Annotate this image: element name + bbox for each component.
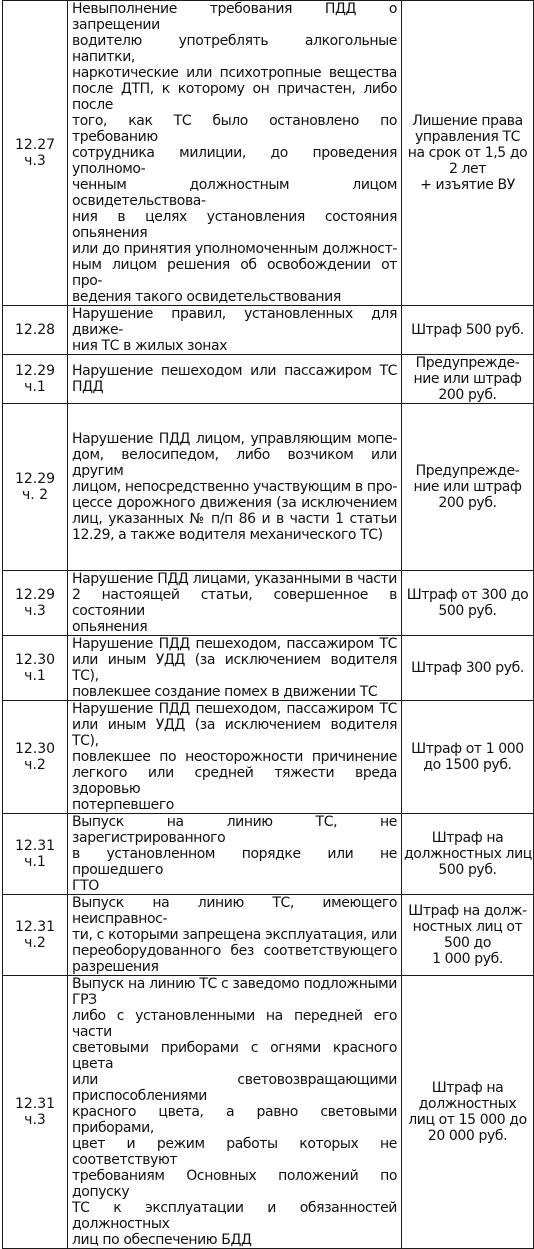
description-line: Выпуск на линию ТС, не зарегистрированного [72, 814, 397, 846]
article-part: ч.1 [24, 668, 46, 684]
article-part: ч.3 [24, 603, 46, 619]
article-number: 12.31 [14, 1096, 56, 1112]
table-row [3, 701, 534, 814]
penalty-line: ние или штраф [413, 479, 522, 495]
description-line: повлекшее создание помех в движении ТС [72, 684, 378, 700]
description-line: Нарушение пешеходом или пассажиром ТС [72, 363, 397, 379]
article-number: 12.31 [14, 838, 56, 854]
article-cell [3, 404, 68, 571]
penalty-line: Штраф на [431, 830, 504, 846]
table-row [3, 404, 534, 571]
description-line: 2 настоящей статьи, совершенное в состоянии [72, 587, 397, 619]
description-line: того, как ТС было остановлено по требованию [72, 113, 397, 145]
penalty-line: на срок от 1,5 до [407, 145, 528, 161]
description-line: дом, велосипедом, либо возчиком или другим [72, 447, 397, 479]
article-number: 12.31 [14, 919, 56, 935]
violation-description [68, 306, 402, 355]
violation-description [68, 404, 402, 571]
description-line: требованиям Основных положений по допуску [72, 1168, 397, 1200]
description-line: ния в целях установления состояния опьянения [72, 209, 397, 241]
description-line: сотрудника милиции, до проведения уполномо- [72, 145, 397, 177]
table-row [3, 1, 534, 306]
description-line: ченным должностным лицом освидетельствова- [72, 177, 397, 209]
penalty-line: управления ТС [415, 129, 520, 145]
description-line: 12.29, а также водителя механического ТС) [72, 527, 383, 543]
penalty-cell [402, 355, 534, 404]
article-part: ч.1 [24, 854, 46, 870]
description-line: или световозвращающими приспособлениями [72, 1072, 397, 1104]
penalty-cell [402, 895, 534, 976]
description-line: ным лицом решения об освобождении от про- [72, 257, 397, 289]
article-cell [3, 701, 68, 814]
article-part: ч.3 [24, 153, 46, 169]
penalty-cell [402, 1, 534, 306]
penalty-cell [402, 571, 534, 636]
table-row [3, 306, 534, 355]
description-line: Выпуск на линию ТС с заведомо подложными ГРЗ [72, 976, 397, 1008]
penalty-line: ностных лиц от [412, 919, 523, 935]
description-line: наркотические или психотропные вещества [72, 65, 397, 81]
description-line: Нарушение ПДД пешеходом, пассажиром ТС [72, 636, 397, 652]
description-line: переоборудованного без соответствующего [72, 943, 397, 959]
description-line: водителю употреблять алкогольные напитки, [72, 33, 397, 65]
article-number: 12.30 [14, 652, 56, 668]
description-line: лиц, указанных № п/п 86 и в части 1 статьи [72, 511, 397, 527]
traffic-violations-table [2, 0, 534, 1249]
penalty-line: Штраф от 300 до [406, 587, 529, 603]
description-line: ПДД [72, 379, 104, 395]
violation-description [68, 976, 402, 1249]
penalty-line: Предупрежде- [415, 463, 520, 479]
penalty-line: Штраф на [431, 1080, 504, 1096]
article-cell [3, 636, 68, 701]
penalty-line: лиц от 15 000 до [408, 1112, 527, 1128]
description-line: ТС к эксплуатации и обязанностей должностных [72, 1200, 397, 1232]
table-row [3, 976, 534, 1249]
article-cell [3, 895, 68, 976]
article-number: 12.29 [14, 471, 56, 487]
description-line: ведения такого освидетельствования [72, 289, 341, 305]
description-line: или до принятия уполномоченным должност- [72, 241, 397, 257]
description-line: Нарушение ПДД пешеходом, пассажиром ТС [72, 701, 397, 717]
penalty-line: до 1500 руб. [423, 757, 512, 773]
description-line: потерпевшего [72, 797, 174, 813]
description-line: разрешения [72, 959, 159, 975]
penalty-line: Штраф от 1 000 [411, 741, 524, 757]
penalty-cell [402, 306, 534, 355]
penalty-line: Штраф 300 руб. [411, 660, 524, 676]
description-line: ния ТС в жилых зонах [72, 338, 228, 354]
table-row [3, 636, 534, 701]
article-number: 12.30 [14, 741, 56, 757]
table-row [3, 355, 534, 404]
description-line: после ДТП, к которому он причастен, либо после [72, 81, 397, 113]
table-row [3, 895, 534, 976]
penalty-line: 2 лет [448, 161, 487, 177]
violation-description [68, 814, 402, 895]
article-part: ч. 2 [21, 487, 49, 503]
table-row [3, 571, 534, 636]
article-cell [3, 355, 68, 404]
description-line: ГТО [72, 878, 99, 894]
article-part: ч.2 [24, 935, 46, 951]
penalty-line: 500 руб. [438, 603, 497, 619]
description-line: легкого или средней тяжести вреда здоровью [72, 765, 397, 797]
penalty-cell [402, 701, 534, 814]
description-line: или иным УДД (за исключением водителя ТС), [72, 652, 397, 684]
penalty-line: 1 000 руб. [432, 951, 503, 967]
table-body [3, 1, 534, 1249]
penalty-line: 200 руб. [438, 495, 497, 511]
article-number: 12.28 [14, 322, 56, 338]
penalty-line: Лишение права [412, 113, 523, 129]
penalty-line: 500 до [443, 935, 492, 951]
article-part: ч.3 [24, 1112, 46, 1128]
description-line: опьянения [72, 619, 148, 635]
violation-description [68, 571, 402, 636]
penalty-line: Штраф 500 руб. [411, 322, 524, 338]
violation-description [68, 895, 402, 976]
description-line: лиц по обеспечению БДД [72, 1232, 252, 1248]
description-line: либо с установленными на передней его части [72, 1008, 397, 1040]
description-line: повлекшее по неосторожности причинение [72, 749, 397, 765]
article-cell [3, 571, 68, 636]
article-cell [3, 814, 68, 895]
article-number: 12.29 [14, 587, 56, 603]
description-line: Выпуск на линию ТС, имеющего неисправнос- [72, 895, 397, 927]
description-line: Нарушение ПДД лицом, управляющим мопе- [72, 431, 397, 447]
penalty-line: 200 руб. [438, 387, 497, 403]
penalty-cell [402, 976, 534, 1249]
penalty-line: 500 руб. [438, 862, 497, 878]
description-line: лицом, непосредственно участвующим в про- [72, 479, 397, 495]
description-line: цессе дорожного движения (за исключением [72, 495, 397, 511]
table-row [3, 814, 534, 895]
penalty-cell [402, 636, 534, 701]
article-cell [3, 1, 68, 306]
penalty-cell [402, 814, 534, 895]
description-line: Нарушение ПДД лицами, указанными в части [72, 571, 397, 587]
violation-description [68, 701, 402, 814]
description-line: красного цвета, а равно световыми приборами, [72, 1104, 397, 1136]
article-part: ч.2 [24, 757, 46, 773]
description-line: Нарушение правил, установленных для движе- [72, 306, 397, 338]
penalty-line: + изъятие ВУ [420, 177, 515, 193]
violation-description [68, 355, 402, 404]
violation-description [68, 1, 402, 306]
penalty-line: Штраф на долж- [408, 903, 527, 919]
description-line: ти, с которыми запрещена эксплуатация, или [72, 927, 397, 943]
penalty-line: должностных [418, 1096, 517, 1112]
article-cell [3, 976, 68, 1249]
penalty-line: Предупрежде- [415, 355, 520, 371]
description-line: в установленном порядке или не прошедшего [72, 846, 397, 878]
description-line: световыми приборами с огнями красного цвета [72, 1040, 397, 1072]
article-part: ч.1 [24, 379, 46, 395]
violation-description [68, 636, 402, 701]
article-cell [3, 306, 68, 355]
article-number: 12.27 [14, 137, 56, 153]
article-number: 12.29 [14, 363, 56, 379]
penalty-cell [402, 404, 534, 571]
description-line: или иным УДД (за исключением водителя ТС), [72, 717, 397, 749]
description-line: Невыполнение требования ПДД о запрещении [72, 1, 397, 33]
penalty-line: должностных лиц [404, 846, 532, 862]
penalty-line: 20 000 руб. [427, 1128, 508, 1144]
description-line: цвет и режим работы которых не соответствуют [72, 1136, 397, 1168]
penalty-line: ние или штраф [413, 371, 522, 387]
